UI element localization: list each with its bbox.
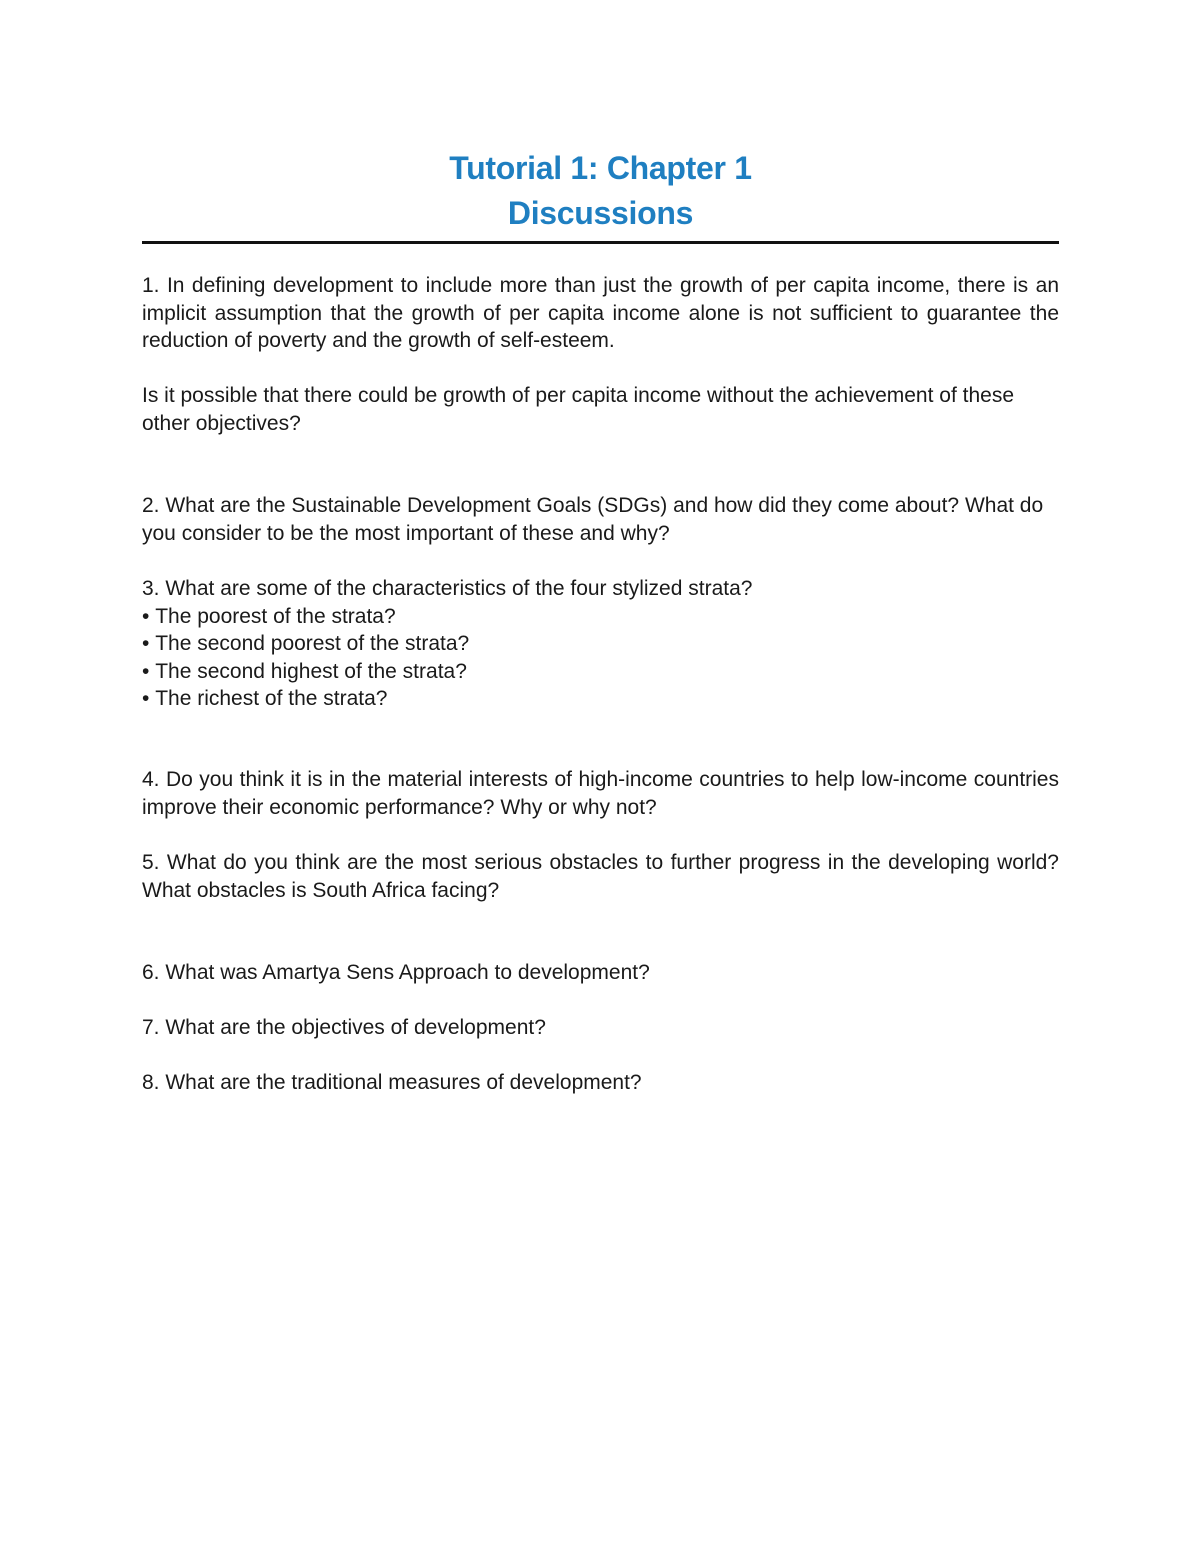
question-1: 1. In defining development to include more than just the growth of per capita income, there is an implicit assumption that the growth of per capita income alone is not sufficient to guarantee the reduction of poverty and the growth of self-esteem. [142,274,1059,352]
title-line-1: Tutorial 1: Chapter 1 [449,150,752,186]
question-7: 7. What are the objectives of development? [142,1016,546,1039]
list-item: • The richest of the strata? [142,685,1059,713]
list-item: • The poorest of the strata? [142,603,1059,631]
strata-list [142,603,1059,713]
question-3-text: 3. What are some of the characteristics of the four stylized strata? [142,577,753,600]
question-1-followup: Is it possible that there could be growth of per capita income without the achievement of these other objectives? [142,384,1015,435]
question-3 [142,575,1059,713]
question-5: 5. What do you think are the most serious obstacles to further progress in the developing world? What obstacles is South Africa facing? [142,851,1059,902]
question-6: 6. What was Amartya Sens Approach to development? [142,961,650,984]
list-item: • The second highest of the strata? [142,658,1059,686]
question-8: 8. What are the traditional measures of development? [142,1071,642,1094]
page-title [142,146,1059,236]
title-line-2: Discussions [507,195,694,231]
question-2: 2. What are the Sustainable Development Goals (SDGs) and how did they come about? What do you consider to be the most important of these and why? [142,494,1044,545]
question-4: 4. Do you think it is in the material interests of high-income countries to help low-income countries improve their economic performance? Why or why not? [142,768,1059,819]
title-divider [142,241,1059,244]
list-item: • The second poorest of the strata? [142,630,1059,658]
